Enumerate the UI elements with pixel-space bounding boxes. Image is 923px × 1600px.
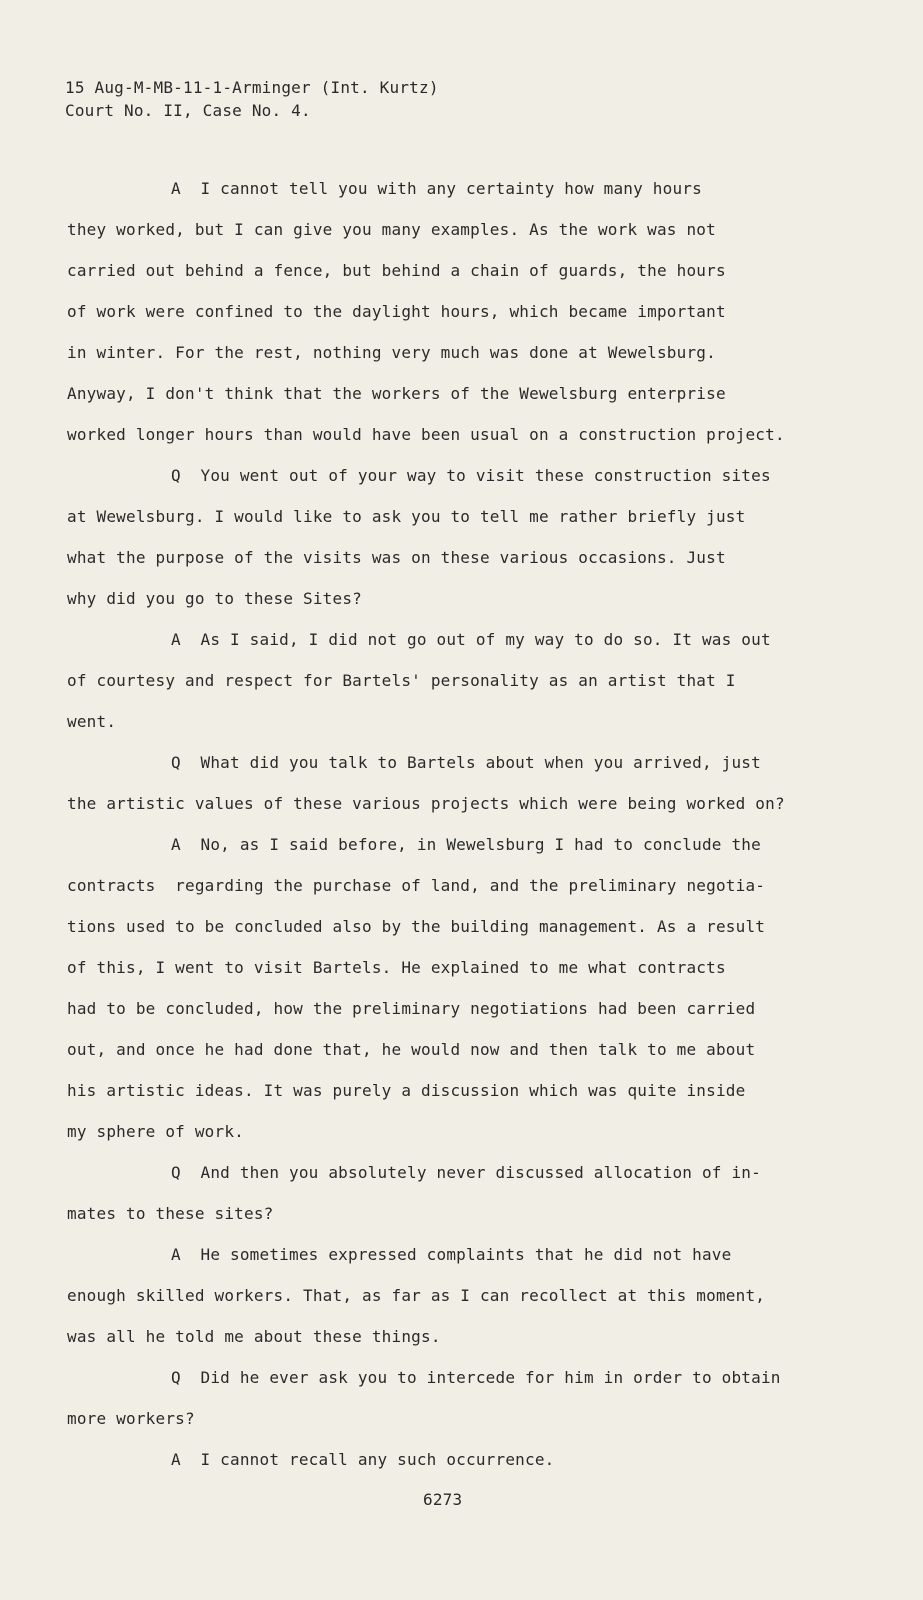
header-court-case: Court No. II, Case No. 4. (65, 101, 311, 120)
transcript-line: A No, as I said before, in Wewelsburg I had to conclude the (171, 835, 761, 854)
document-header (65, 76, 439, 122)
transcript-line: at Wewelsburg. I would like to ask you to tell me rather briefly just (67, 507, 746, 526)
transcript-line: out, and once he had done that, he would now and then talk to me about (67, 1040, 756, 1059)
transcript-line: in winter. For the rest, nothing very much was done at Wewelsburg. (67, 343, 716, 362)
header-reference: 15 Aug-M-MB-11-1-Arminger (Int. Kurtz) (65, 78, 439, 97)
transcript-line: was all he told me about these things. (67, 1327, 441, 1346)
transcript-line: enough skilled workers. That, as far as I can recollect at this moment, (67, 1286, 766, 1305)
transcript-line: worked longer hours than would have been usual on a construction project. (67, 425, 785, 444)
transcript-line: Q And then you absolutely never discussed allocation of in- (171, 1163, 761, 1182)
transcript-line: the artistic values of these various projects which were being worked on? (67, 794, 785, 813)
transcript-line: of this, I went to visit Bartels. He explained to me what contracts (67, 958, 726, 977)
transcript-line: Anyway, I don't think that the workers of the Wewelsburg enterprise (67, 384, 726, 403)
transcript-line: Q You went out of your way to visit these construction sites (171, 466, 771, 485)
transcript-line: A As I said, I did not go out of my way to do so. It was out (171, 630, 771, 649)
page-number: 6273 (423, 1490, 463, 1509)
transcript-line: tions used to be concluded also by the building management. As a result (67, 917, 766, 936)
transcript-line: why did you go to these Sites? (67, 589, 362, 608)
transcript-line: mates to these sites? (67, 1204, 274, 1223)
transcript-line: had to be concluded, how the preliminary negotiations had been carried (67, 999, 756, 1018)
transcript-line: A I cannot recall any such occurrence. (171, 1450, 555, 1469)
transcript-line: of courtesy and respect for Bartels' personality as an artist that I (67, 671, 736, 690)
transcript-line: more workers? (67, 1409, 195, 1428)
transcript-line: his artistic ideas. It was purely a discussion which was quite inside (67, 1081, 746, 1100)
transcript-line: contracts regarding the purchase of land, and the preliminary negotia- (67, 876, 766, 895)
transcript-line: my sphere of work. (67, 1122, 244, 1141)
transcript-line: they worked, but I can give you many examples. As the work was not (67, 220, 716, 239)
transcript-line: of work were confined to the daylight hours, which became important (67, 302, 726, 321)
transcript-line: A He sometimes expressed complaints that he did not have (171, 1245, 732, 1264)
transcript-line: went. (67, 712, 117, 731)
transcript-line: Q Did he ever ask you to intercede for him in order to obtain (171, 1368, 781, 1387)
transcript-line: Q What did you talk to Bartels about when you arrived, just (171, 753, 761, 772)
transcript-line: A I cannot tell you with any certainty how many hours (171, 179, 702, 198)
transcript-line: carried out behind a fence, but behind a chain of guards, the hours (67, 261, 726, 280)
transcript-line: what the purpose of the visits was on these various occasions. Just (67, 548, 726, 567)
